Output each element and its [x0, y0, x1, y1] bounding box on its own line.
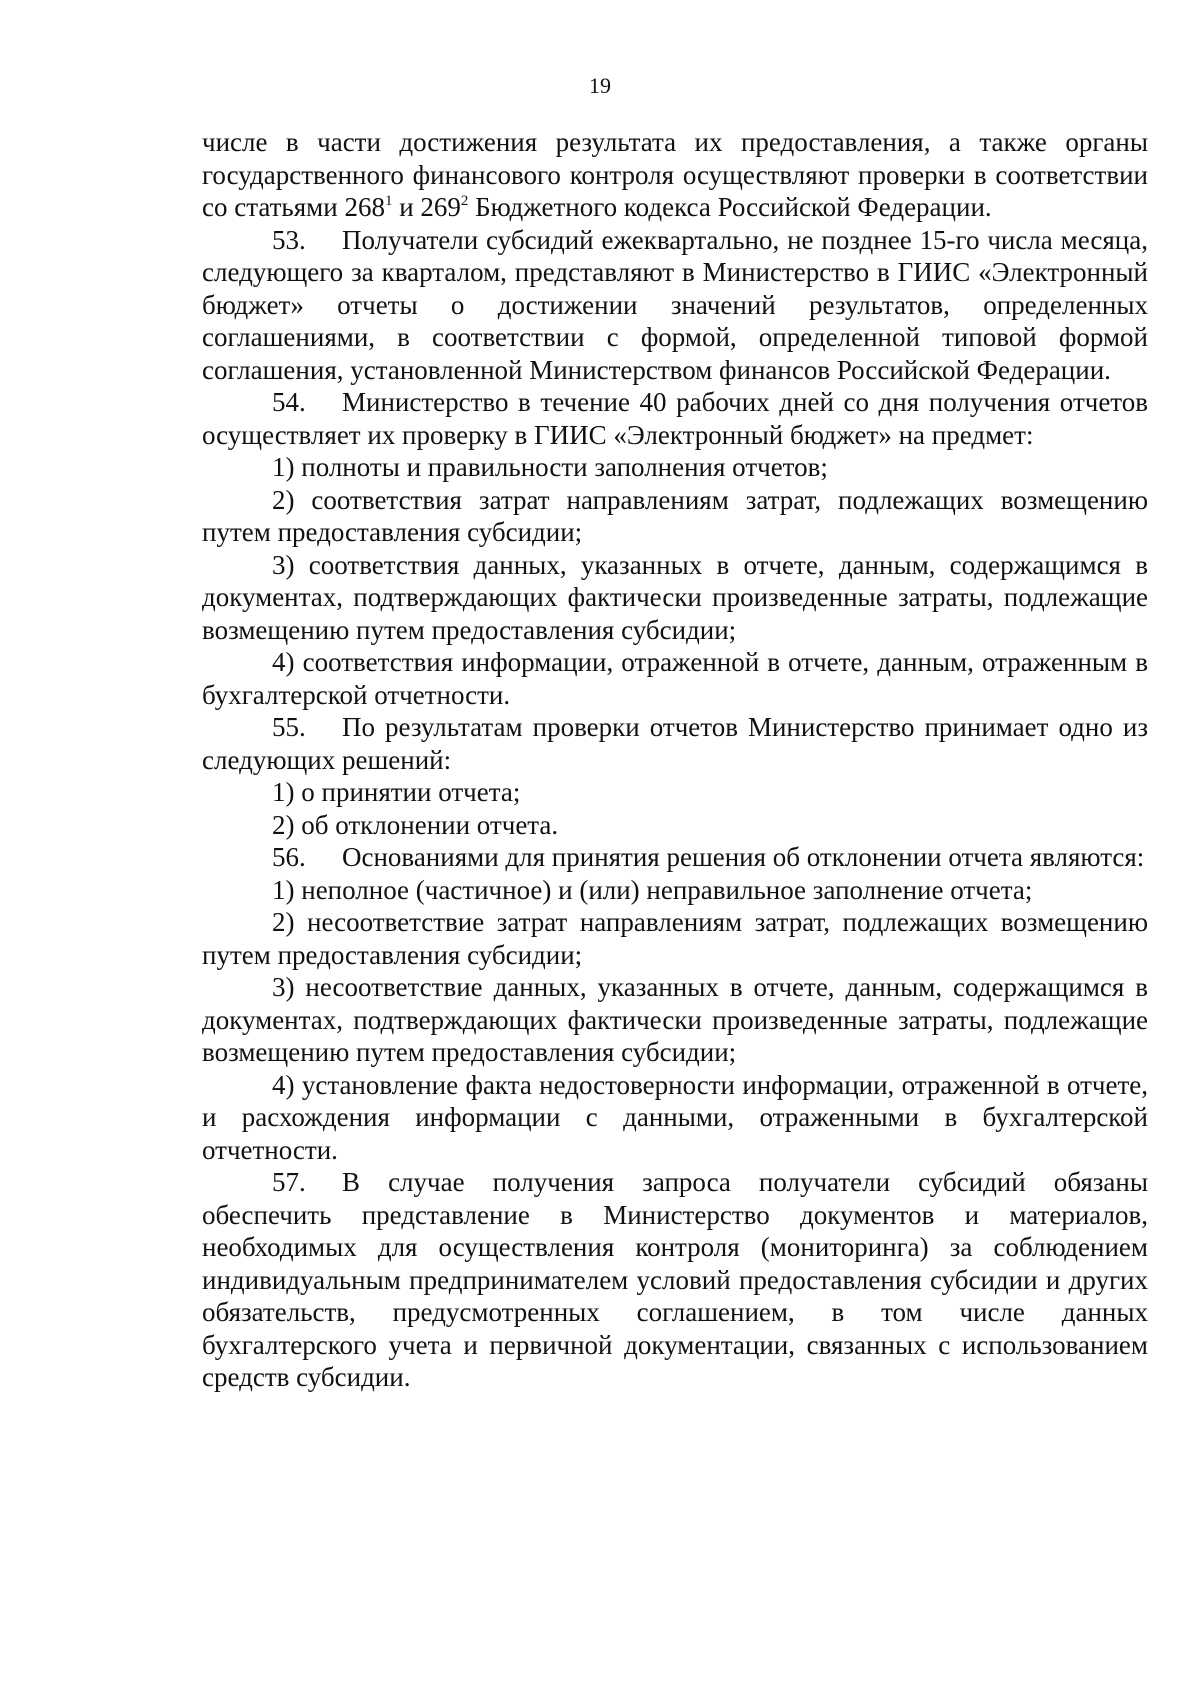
paragraph-53 [202, 224, 1148, 387]
list-item: 3) несоответствие данных, указанных в отчете, данным, содержащимся в документах, подтверждающих фактически произведенные затраты, подлежащие возмещению путем предоставления субсидии; [202, 972, 1148, 1067]
list-item: 4) соответствия информации, отраженной в отчете, данным, отраженным в бухгалтерской отчетности. [202, 647, 1148, 710]
document-body [202, 126, 1148, 1394]
paragraph-56 [202, 841, 1148, 874]
paragraph-text: По результатам проверки отчетов Министерство принимает одно из следующих решений: [202, 712, 1148, 775]
list-item: 1) полноты и правильности заполнения отчетов; [272, 452, 828, 482]
list-item: 2) соответствия затрат направлениям затрат, подлежащих возмещению путем предоставления субсидии; [202, 484, 1148, 547]
list-item: 2) несоответствие затрат направлениям затрат, подлежащих возмещению путем предоставления субсидии; [202, 907, 1148, 970]
paragraph-54 [202, 386, 1148, 451]
paragraph-text: числе в части достижения результата их предоставления, а также органы государственного финансового контроля осуществляют проверки в соответствии со статьями 268 [202, 127, 1148, 222]
list-item: 2) об отклонении отчета. [272, 809, 559, 840]
paragraph-number: 54. [272, 387, 306, 417]
paragraph-text: Министерство в течение 40 рабочих дней со дня получения отчетов осуществляет их проверку в ГИИС «Электронный бюджет» на предмет: [202, 387, 1148, 450]
list-item: 1) неполное (частичное) и (или) неправильное заполнение отчета; [272, 874, 1033, 905]
paragraph-text: Получатели субсидий ежеквартально, не позднее 15-го числа месяца, следующего за кварталом, представляют в Министерство в ГИИС «Электронный бюджет» отчеты о достижении значений результатов, определенных соглашениями, в соответствии с формой, определенной типовой формой соглашения, установленной Министерством финансов Российской Федерации. [202, 224, 1148, 385]
paragraph-text: В случае получения запроса получатели субсидий обязаны обеспечить представление в Министерство документов и материалов, необходимых для осуществления контроля (мониторинга) за соблюдением индивидуальным предпринимателем условий предоставления субсидии и других обязательств, предусмотренных соглашением, в том числе данных бухгалтерского учета и первичной документации, связанных с использованием средств субсидии. [202, 1167, 1148, 1392]
list-item: 4) установление факта недостоверности информации, отраженной в отчете, и расхождения информации с данными, отраженными в бухгалтерской отчетности. [202, 1069, 1148, 1165]
list-item: 1) о принятии отчета; [272, 777, 521, 807]
superscript: 1 [384, 193, 393, 209]
paragraph-number: 55. [272, 712, 306, 742]
paragraph-number: 53. [272, 224, 306, 255]
paragraph-number: 57. [272, 1167, 306, 1197]
paragraph-continuation [202, 126, 1148, 224]
page-number: 19 [589, 73, 611, 98]
paragraph-55 [202, 711, 1148, 776]
paragraph-number: 56. [272, 842, 306, 872]
list-item: 3) соответствия данных, указанных в отчете, данным, содержащимся в документах, подтверждающих фактически произведенные затраты, подлежащие возмещению путем предоставления субсидии; [202, 549, 1148, 645]
paragraph-text: и 269 [392, 192, 461, 222]
paragraph-text: Бюджетного кодекса Российской Федерации. [468, 192, 992, 222]
superscript: 2 [460, 193, 469, 209]
paragraph-text: Основаниями для принятия решения об отклонении отчета являются: [342, 842, 1145, 872]
paragraph-57 [202, 1166, 1148, 1394]
